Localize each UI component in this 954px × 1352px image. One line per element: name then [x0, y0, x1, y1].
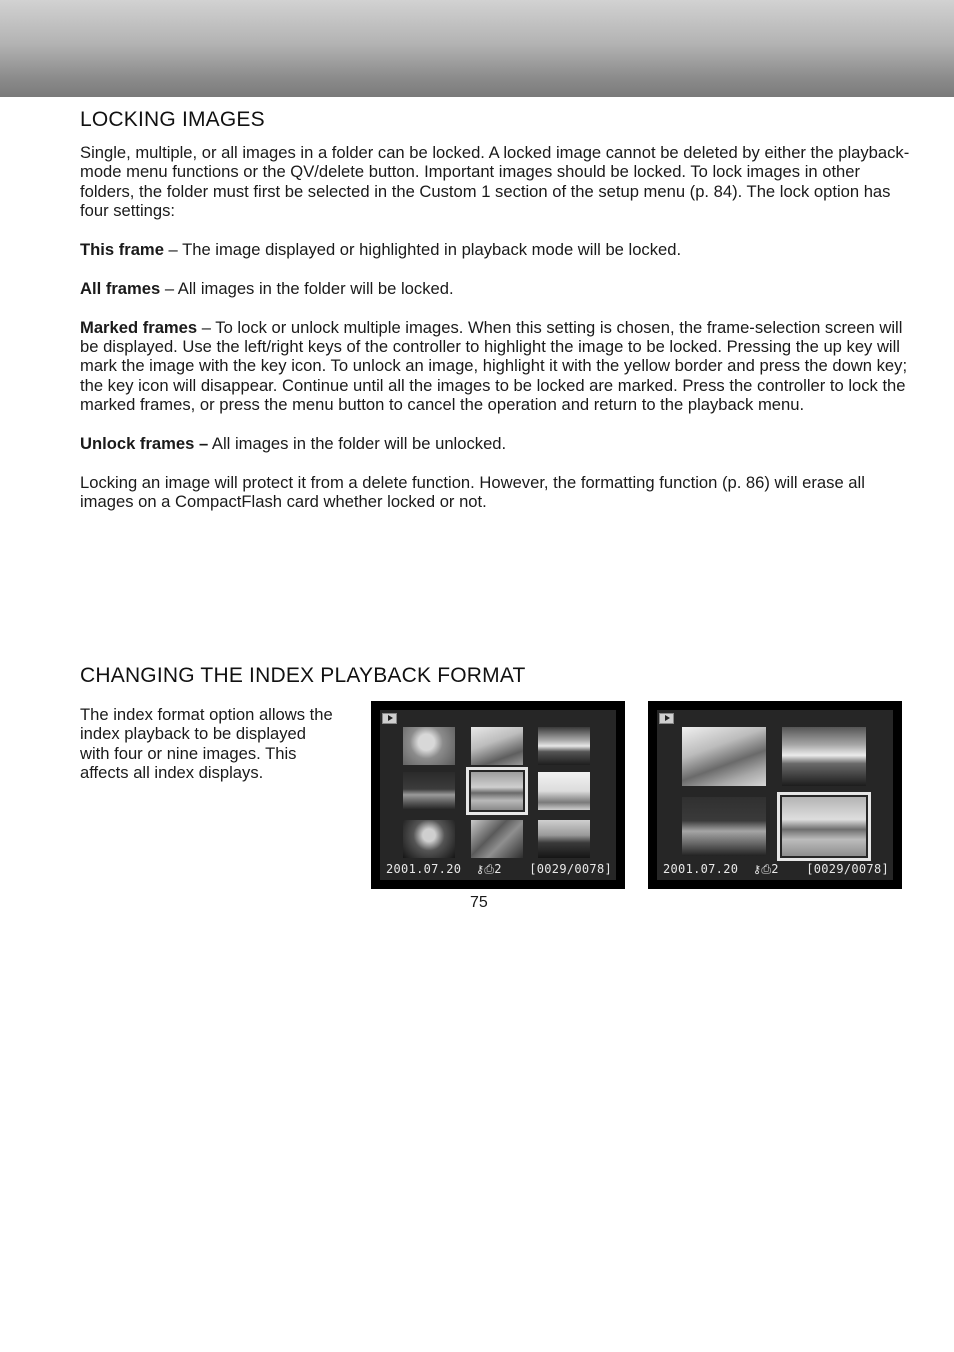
lock-print-indicator: ⚷⎙2 — [476, 862, 502, 876]
thumbnail-image — [403, 772, 455, 810]
thumbnail-image — [538, 727, 590, 765]
option-all-frames: All frames – All images in the folder will be locked. — [80, 278, 454, 298]
option-unlock-frames — [80, 434, 910, 453]
index-format-paragraph: The index format option allows the index playback to be displayed with four or nine images. This affects all index displays. — [80, 705, 333, 783]
lcd-status-bar — [386, 862, 612, 878]
closing-paragraph: Locking an image will protect it from a delete function. However, the formatting function (p. 86) will erase all images on a CompactFlash card whether locked or not. — [80, 472, 865, 512]
date-readout: 2001.07.20 — [386, 862, 462, 876]
thumbnail-image — [538, 772, 590, 810]
thumbnail-image-selected — [471, 772, 523, 810]
playback-mode-icon — [659, 713, 674, 724]
option-this-frame: This frame – The image displayed or highlighted in playback mode will be locked. — [80, 240, 682, 260]
option-term: Marked frames — [80, 317, 198, 337]
option-term: This frame — [80, 240, 164, 260]
section-title: LOCKING IMAGES — [80, 108, 265, 131]
intro-paragraph: Single, multiple, or all images in a folder can be locked. A locked image cannot be deleted by either the playback-mode menu functions or the QV/delete button. Important images should be locked. To lock images in other folders, the folder must first be selected in the Custom 1 section of the setup menu (p. 84). The lock option has four settings: — [80, 143, 910, 221]
thumbnail-image-selected — [782, 797, 866, 856]
lcd-screen-nine-index — [371, 701, 625, 889]
frame-counter: [0029/0078] — [529, 862, 612, 876]
thumbnail-image — [403, 727, 455, 765]
key-icon: ⚷ — [753, 863, 762, 876]
thumbnail-image — [471, 727, 523, 765]
thumbnail-image — [682, 797, 766, 856]
playback-mode-icon — [382, 713, 397, 724]
option-marked-frames: Marked frames – To lock or unlock multiple images. When this setting is chosen, the frame-selection screen will be displayed. Use the left/right keys of the controller to highlight the image to be locked. Pressing the up key will mark the image with the key icon. To unlock an image, highlight it with the yellow border and press the down key; the key icon will disappear. Continue until all the images to be locked are marked. Press the controller to lock the marked frames, or press the menu button to cancel the operation and return to the playback menu. — [80, 317, 908, 415]
thumbnail-image — [471, 820, 523, 858]
thumbnail-image — [782, 727, 866, 786]
section-locking-images — [80, 108, 910, 512]
option-term: Unlock frames – — [80, 434, 209, 454]
lock-print-indicator: ⚷⎙2 — [753, 862, 779, 876]
thumbnail-image — [403, 820, 455, 858]
lcd-screen-four-index — [648, 701, 902, 889]
printer-icon: ⎙ — [761, 862, 772, 876]
option-desc: All images in the folder will be unlocked. — [211, 434, 507, 454]
thumbnail-image — [538, 820, 590, 858]
thumbnail-image — [682, 727, 766, 786]
option-desc: The image displayed or highlighted in playback mode will be locked. — [182, 240, 682, 260]
lcd-status-bar — [663, 862, 889, 878]
section-title: CHANGING THE INDEX PLAYBACK FORMAT — [80, 664, 526, 687]
printer-icon: ⎙ — [484, 862, 495, 876]
key-icon: ⚷ — [476, 863, 485, 876]
option-term: All frames — [80, 278, 161, 298]
option-desc: All images in the folder will be locked. — [177, 278, 454, 298]
frame-counter: [0029/0078] — [806, 862, 889, 876]
date-readout: 2001.07.20 — [663, 862, 739, 876]
option-desc: To lock or unlock multiple images. When this setting is chosen, the frame-selection screen will be displayed. Use the left/right keys of the controller to highlight the image to be locked. Pressing the up key will mark the image with the key icon. To unlock an image, highlight it with the yellow border and press the down key; the key icon will disappear. Continue until all the images to be locked are marked. Press the controller to lock the marked frames, or press the menu button to cancel the operation and return to the playback menu. — [80, 317, 908, 415]
header-band — [0, 0, 954, 97]
page-number: 75 — [470, 894, 488, 911]
